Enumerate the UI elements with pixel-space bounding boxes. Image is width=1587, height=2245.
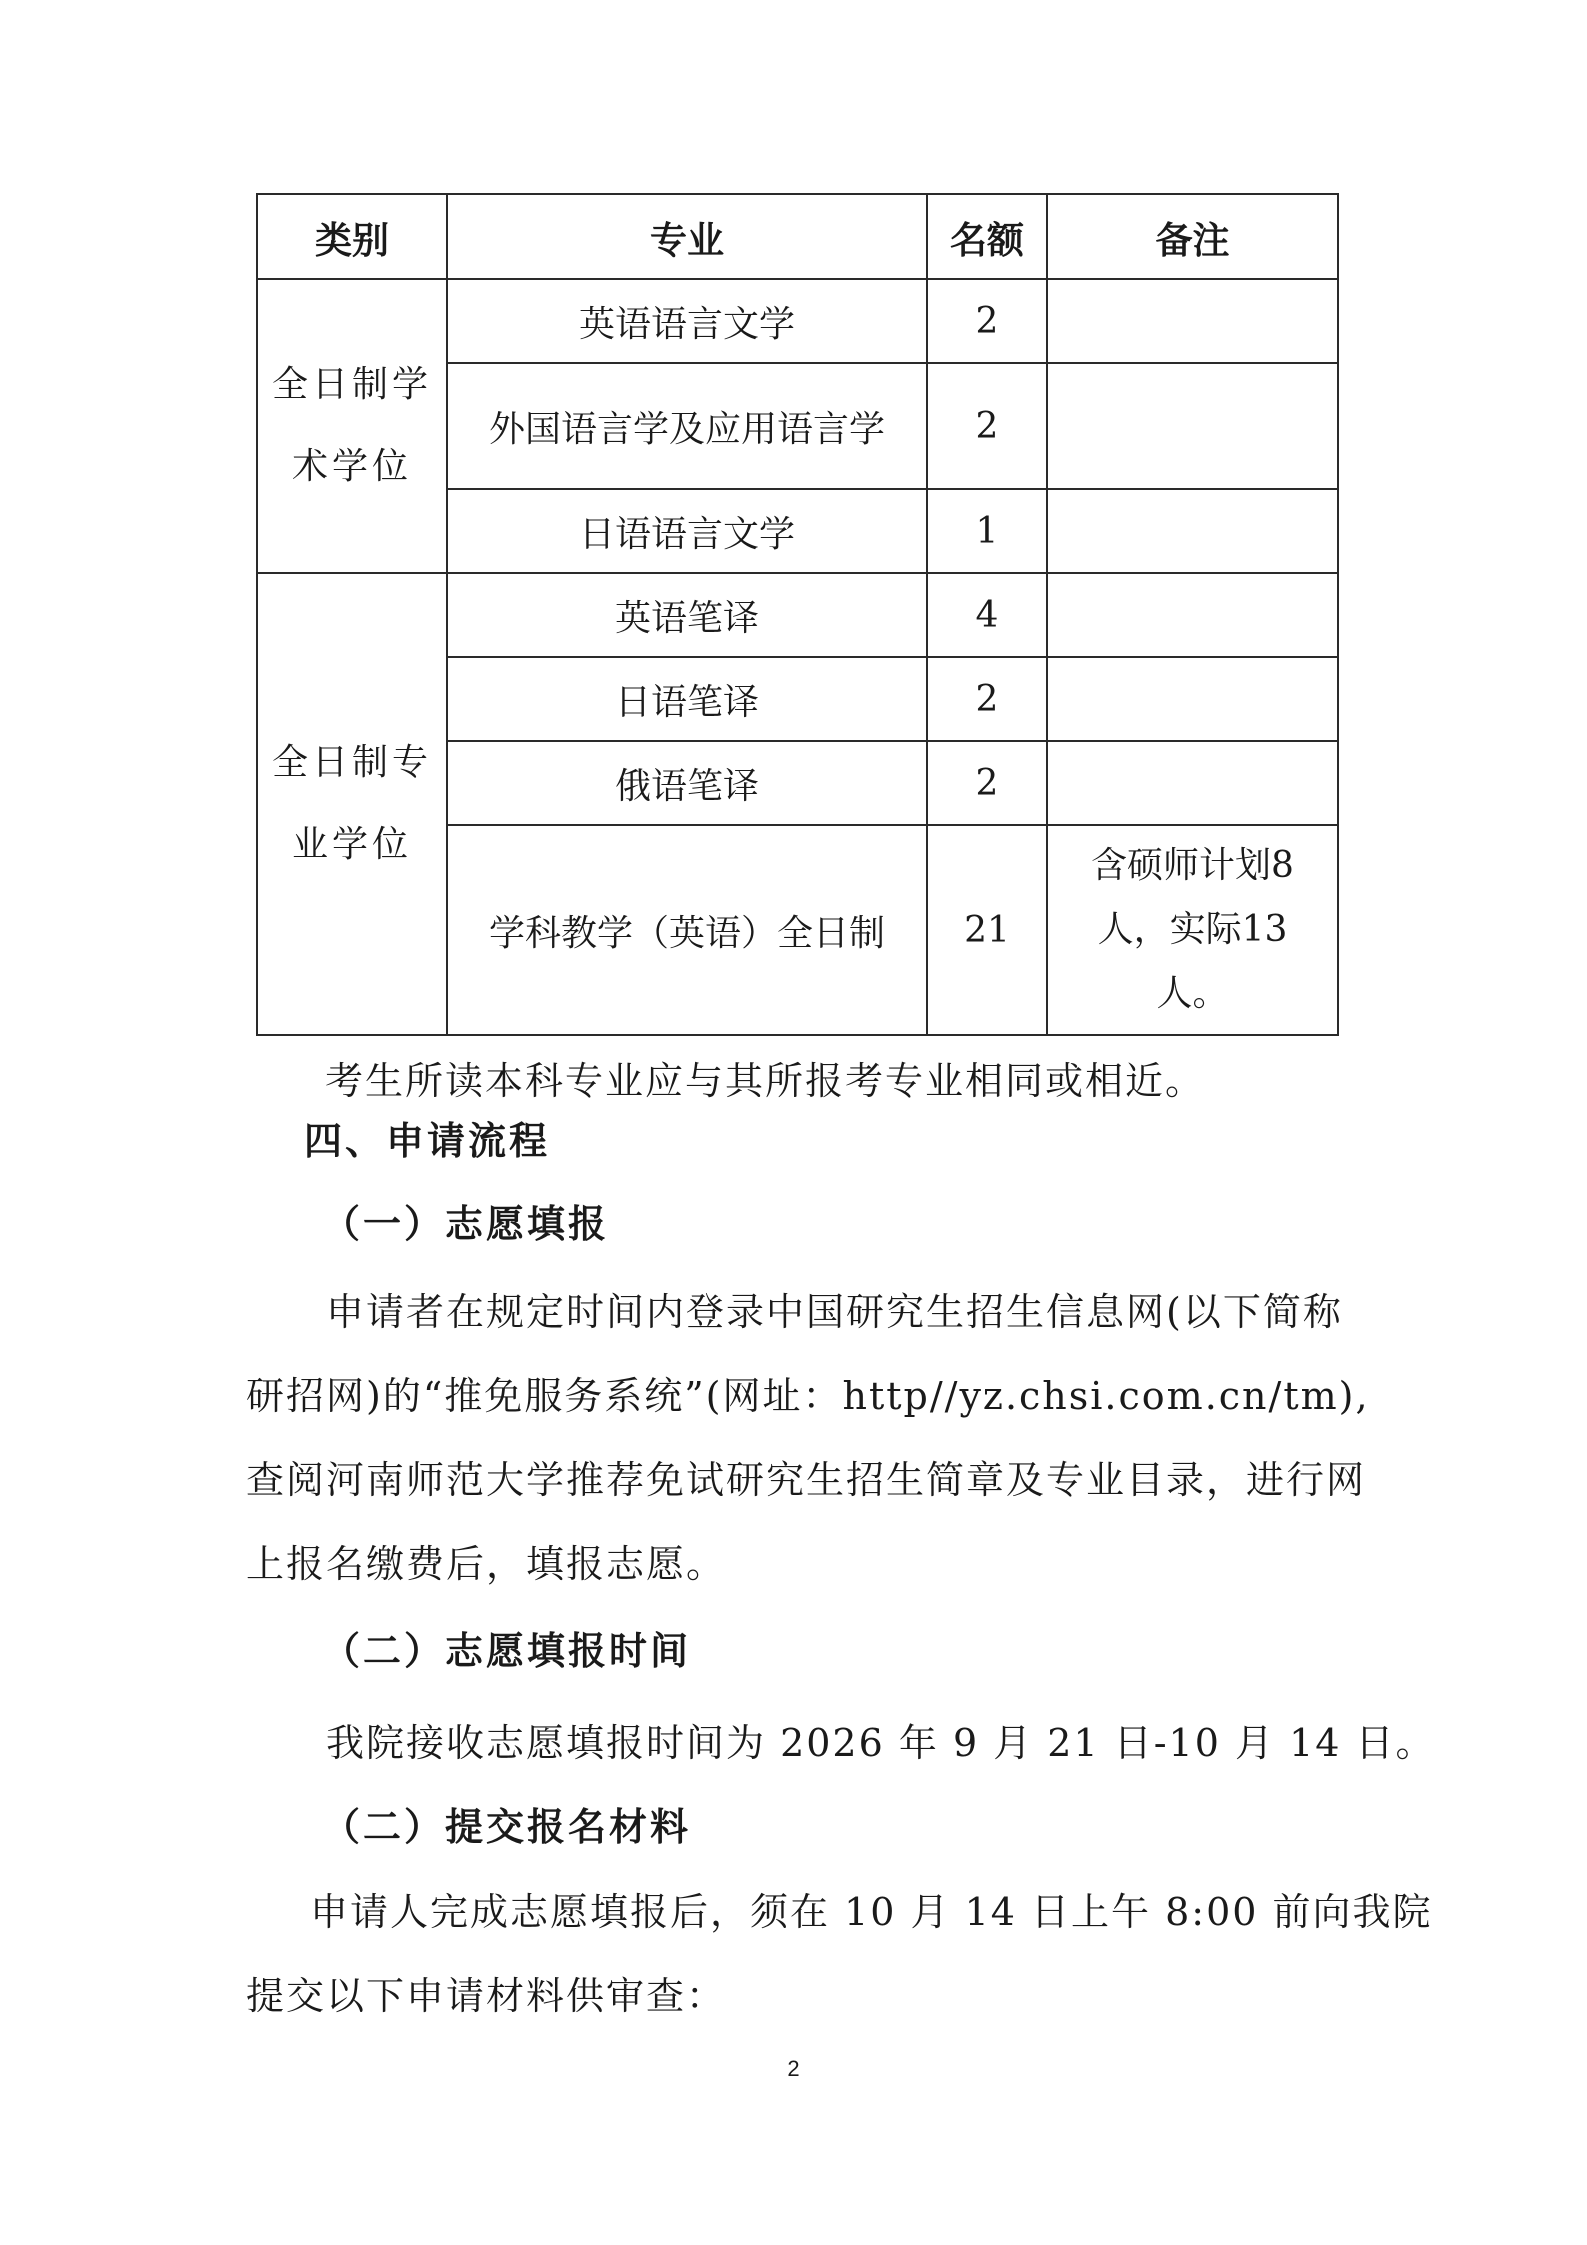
major-cell: 俄语笔译 <box>447 741 927 825</box>
note-cell <box>1047 741 1338 825</box>
subsection-title-2: （二）志愿填报时间 <box>322 1629 692 1673</box>
note-line: 含硕师计划8 <box>1091 845 1294 886</box>
paragraph-line: 提交以下申请材料供审查： <box>246 1974 727 2018</box>
quota-cell: 2 <box>927 363 1047 489</box>
header-note: 备注 <box>1047 194 1338 279</box>
quota-cell: 1 <box>927 489 1047 573</box>
quota-cell: 2 <box>927 279 1047 363</box>
paragraph-line: 申请人完成志愿填报后，须在 10 月 14 日上午 8:00 前向我院 <box>310 1890 1433 1934</box>
note-cell <box>1047 573 1338 657</box>
category-line: 全日制专 <box>271 742 432 783</box>
category-line: 术学位 <box>291 446 412 487</box>
subsection-1-paragraph <box>246 1270 1370 1606</box>
category-cell <box>257 279 447 573</box>
quota-cell: 4 <box>927 573 1047 657</box>
table-footnote: 考生所读本科专业应与其所报考专业相同或相近。 <box>325 1059 1206 1103</box>
major-cell: 英语笔译 <box>447 573 927 657</box>
page-number: 2 <box>787 2056 800 2081</box>
quota-cell: 2 <box>927 741 1047 825</box>
section-title: 四、申请流程 <box>304 1119 551 1163</box>
major-cell: 外国语言学及应用语言学 <box>447 363 927 489</box>
major-cell: 日语笔译 <box>447 657 927 741</box>
note-cell <box>1047 363 1338 489</box>
subsection-title-1: （一）志愿填报 <box>322 1202 610 1246</box>
major-cell: 英语语言文学 <box>447 279 927 363</box>
header-quota: 名额 <box>927 194 1047 279</box>
major-cell: 日语语言文学 <box>447 489 927 573</box>
note-cell <box>1047 657 1338 741</box>
note-cell <box>1047 825 1338 1035</box>
table-row <box>257 573 1338 657</box>
subsection-3-paragraph <box>246 1870 1433 2038</box>
paragraph-line: 查阅河南师范大学推荐免试研究生招生简章及专业目录，进行网 <box>246 1458 1367 1502</box>
note-cell <box>1047 279 1338 363</box>
paragraph-line: 申请者在规定时间内登录中国研究生招生信息网(以下简称 <box>326 1290 1343 1334</box>
table-row <box>257 279 1338 363</box>
subsection-title-3: （二）提交报名材料 <box>322 1805 692 1849</box>
paragraph-line: 研招网)的“推免服务系统”(网址：http//yz.chsi.com.cn/tm), <box>246 1374 1370 1418</box>
quota-cell: 2 <box>927 657 1047 741</box>
paragraph-line: 上报名缴费后，填报志愿。 <box>246 1542 727 1586</box>
table-header-row <box>257 194 1338 279</box>
header-major: 专业 <box>447 194 927 279</box>
major-cell: 学科教学（英语）全日制 <box>447 825 927 1035</box>
header-category: 类别 <box>257 194 447 279</box>
category-line: 业学位 <box>291 824 412 865</box>
quota-cell: 21 <box>927 825 1047 1035</box>
note-line: 人，实际13人。 <box>1097 909 1288 1014</box>
subsection-2-text: 我院接收志愿填报时间为 2026 年 9 月 21 日-10 月 14 日。 <box>326 1721 1436 1765</box>
category-cell <box>257 573 447 1035</box>
category-line: 全日制学 <box>271 364 432 405</box>
note-cell <box>1047 489 1338 573</box>
quota-table <box>256 193 1339 1036</box>
